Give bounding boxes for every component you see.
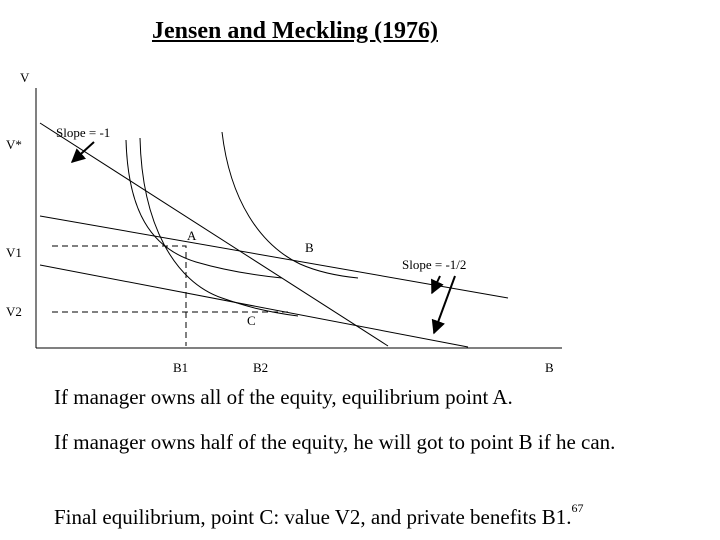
y-axis-label: V (20, 70, 30, 85)
explanation-half-equity: If manager owns half of the equity, he will got to point B if he can. (54, 430, 616, 454)
explanation-final-equilibrium (54, 500, 694, 530)
point-b-label: B (305, 240, 314, 255)
page-number: 67 (571, 501, 584, 515)
page-title: Jensen and Meckling (1976) (151, 18, 438, 44)
v1-b1-dashed-guide (52, 246, 186, 346)
x-axis-label: B (545, 360, 554, 375)
indifference-curve-b (222, 132, 358, 278)
y-tick-v1: V1 (6, 245, 22, 260)
budget-line-slope-1 (40, 123, 388, 346)
x-tick-b1: B1 (173, 360, 189, 375)
final-equilibrium-text: Final equilibrium, point C: value V2, and private benefits B1. (54, 505, 572, 529)
y-tick-v2: V2 (6, 304, 22, 319)
budget-line-slope-half-lower (40, 265, 468, 347)
x-tick-b2: B2 (253, 360, 269, 375)
explanation-all-equity: If manager owns all of the equity, equilibrium point A. (54, 385, 513, 409)
slope-1-arrow (72, 142, 94, 162)
slope-half-arrow-right (434, 276, 455, 333)
indifference-curve-c (140, 138, 298, 316)
point-a-label: A (187, 228, 197, 243)
indifference-curve-a (126, 140, 282, 278)
slope-1-label: Slope = -1 (56, 125, 111, 140)
slope-half-label: Slope = -1/2 (402, 257, 467, 272)
point-c-label: C (247, 313, 256, 328)
y-tick-v-star: V* (6, 137, 22, 152)
